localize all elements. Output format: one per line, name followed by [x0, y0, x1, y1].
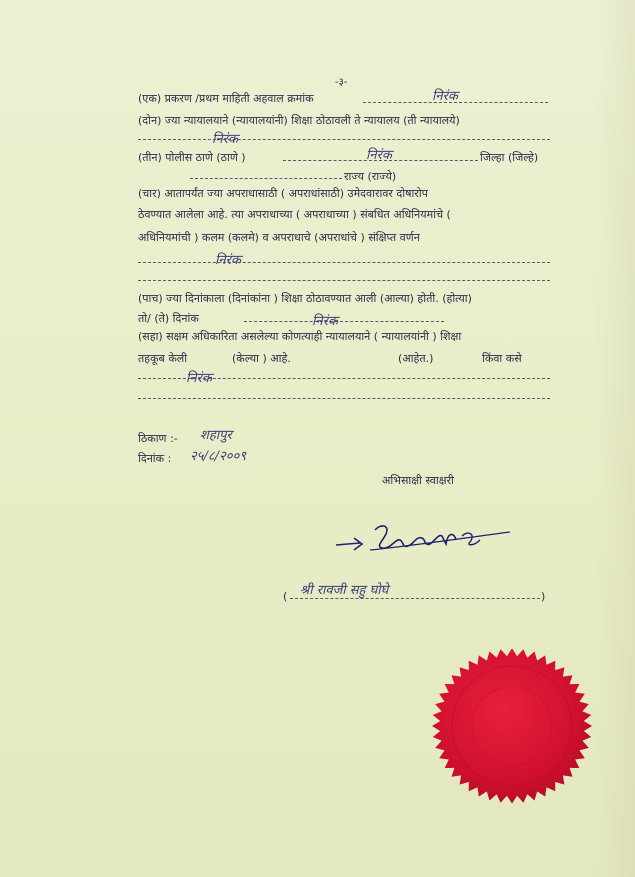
label-jilha: जिल्हा (जिल्हे) — [480, 151, 539, 164]
page-number: -३- — [335, 77, 348, 88]
handwritten-nirank-3: निरंक — [366, 148, 392, 163]
name-bracket-open: ( — [283, 590, 288, 603]
dotted-line — [290, 598, 540, 599]
name-bracket-close: ) — [541, 590, 546, 603]
item-char-1: (चार) आतापर्यंत ज्या अपराधासाठी ( अपराधांसाठी) उमेदवारावर दोषारोप — [138, 187, 428, 200]
handwritten-nirank-5: निरंक — [312, 314, 338, 329]
dotted-line — [244, 321, 444, 322]
date-value: २५/८/२००९ — [190, 449, 247, 464]
item-saha-2b: (केल्या ) आहे. — [232, 352, 291, 365]
red-wax-seal — [428, 645, 596, 807]
item-pach-2: तो/ (ते) दिनांक — [138, 312, 199, 325]
dotted-line — [138, 262, 550, 263]
signature-label: अभिसाक्षी स्वाक्षरी — [382, 474, 454, 487]
item-don: (दोन) ज्या न्यायालयाने (न्यायालयांनी) शिक्षा ठोठावली ते न्यायालय (ती न्यायालये) — [138, 114, 460, 127]
dotted-line — [138, 398, 550, 399]
item-teen: (तीन) पोलीस ठाणे (ठाणे ) — [138, 151, 246, 164]
item-saha-2c: (आहेत.) — [398, 352, 434, 365]
item-saha-2d: किंवा कसे — [482, 352, 522, 365]
item-ek: (एक) प्रकरण /प्रथम माहिती अहवाल क्रमांक — [138, 92, 314, 105]
signature-scribble — [330, 510, 520, 565]
handwritten-name: श्री रावजी सहु घोघे — [300, 583, 389, 598]
handwritten-nirank-4: निरंक — [215, 253, 241, 268]
handwritten-nirank-6: निरंक — [186, 371, 212, 386]
dotted-line — [190, 178, 342, 179]
date-label: दिनांक : — [138, 452, 172, 465]
item-pach-1: (पाच) ज्या दिनांकाला (दिनांकांना ) शिक्षा ठोठावण्यात आली (आल्या) होती. (होत्या) — [138, 292, 472, 305]
dotted-line — [138, 139, 550, 140]
place-label: ठिकाण :- — [138, 432, 178, 445]
handwritten-nirank-1: निरंक — [432, 89, 458, 104]
item-saha-1: (सहा) सक्षम अधिकारिता असलेल्या कोणत्याही न्यायालयाने ( न्यायालयांनी ) शिक्षा — [138, 330, 462, 343]
handwritten-nirank-2: निरंक — [212, 132, 238, 147]
dotted-line — [138, 280, 550, 281]
item-saha-2a: तहकूब केली — [138, 352, 188, 365]
page-shadow — [595, 0, 635, 877]
item-char-3: अधिनियमांची ) कलम (कलमे) व अपराधाचे (अपराधांचे ) संक्षिप्त वर्णन — [138, 231, 420, 244]
label-rajya: राज्य (राज्ये) — [344, 170, 397, 183]
place-value: शहापुर — [200, 428, 232, 443]
item-char-2: ठेवण्यात आलेला आहे. त्या अपराधाच्या ( अपराधाच्या ) संबधित अधिनियमांचे ( — [138, 208, 451, 221]
